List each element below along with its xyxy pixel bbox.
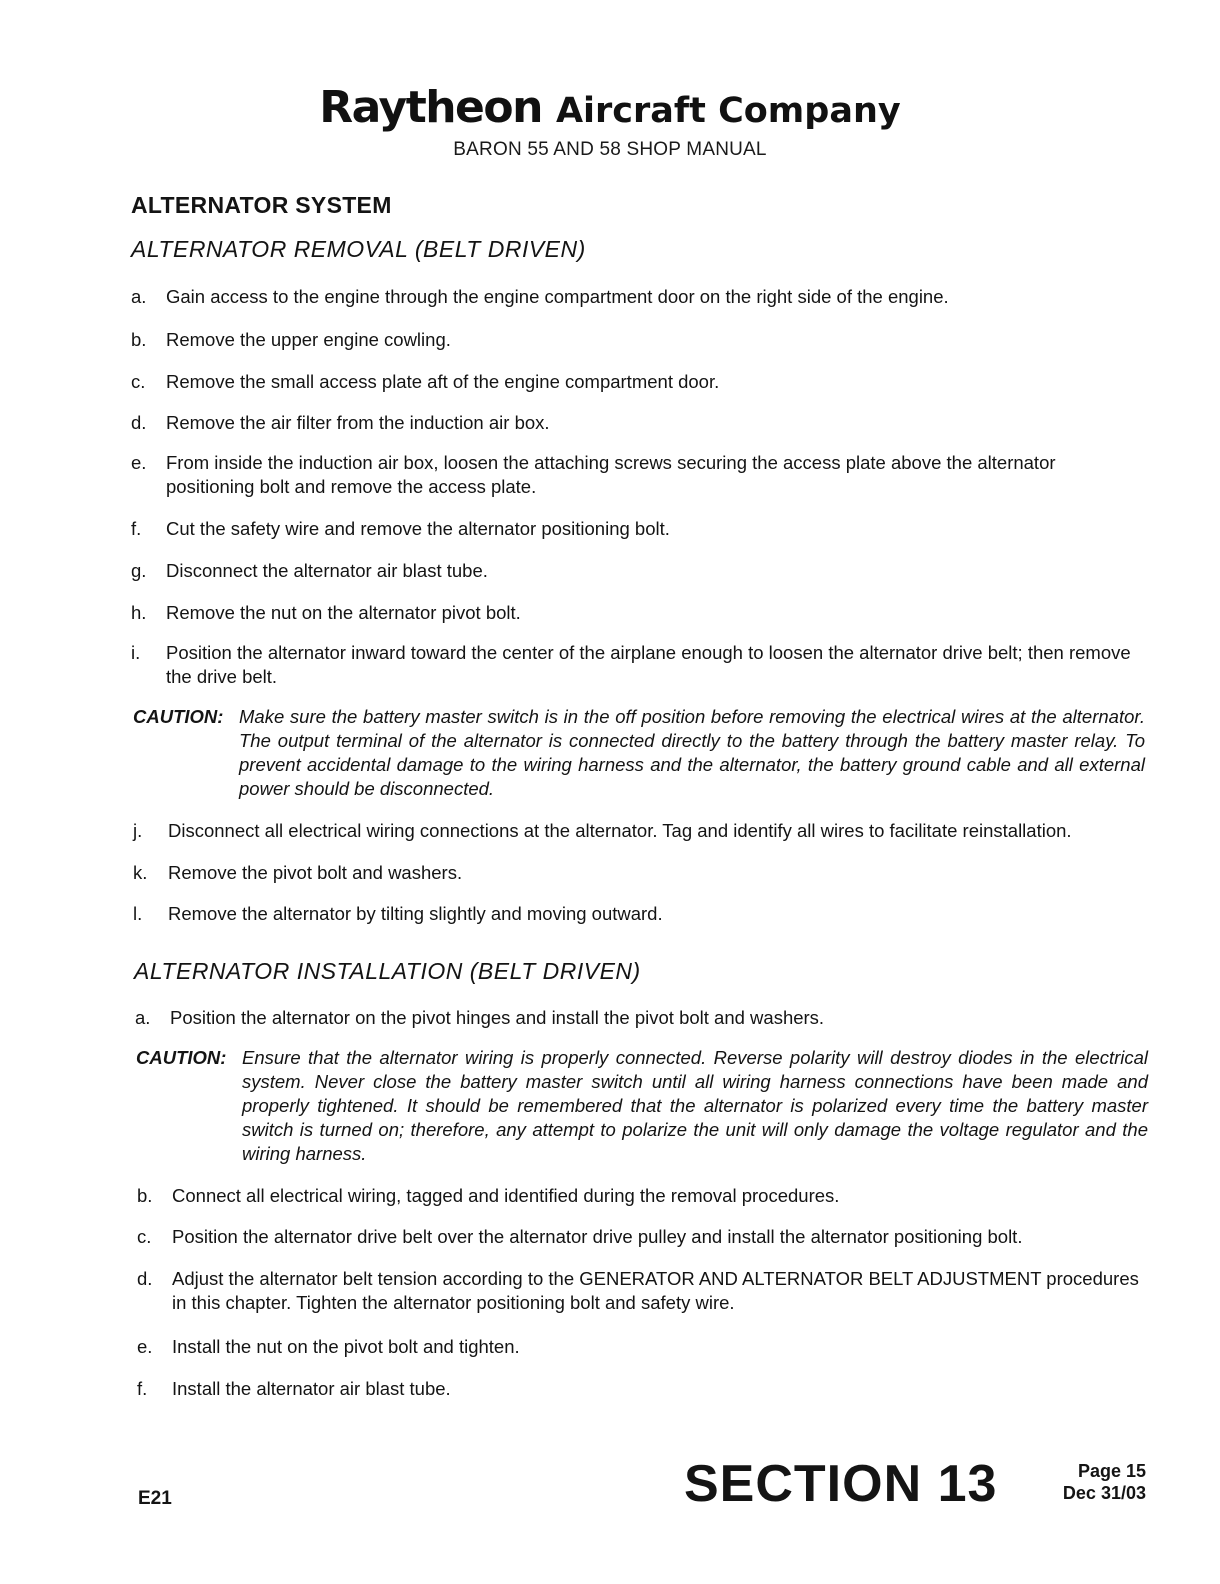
step-text: Position the alternator on the pivot hinges and install the pivot bolt and washers.: [170, 1007, 825, 1028]
installation-step-f: [137, 1377, 1147, 1401]
raytheon-logo: Raytheon: [319, 82, 542, 133]
step-letter: a.: [135, 1007, 151, 1028]
installation-step-d: [137, 1267, 1147, 1315]
removal-step-b: [131, 328, 1141, 352]
step-text: Remove the pivot bolt and washers.: [168, 862, 463, 883]
step-letter: d.: [131, 412, 147, 433]
brand-line: [0, 82, 1220, 133]
section-title: ALTERNATOR SYSTEM: [131, 192, 392, 218]
step-text: Gain access to the engine through the engine compartment door on the right side of the engine.: [166, 286, 949, 307]
step-letter: l.: [133, 903, 143, 924]
footer-page-number: Page 15: [1077, 1461, 1146, 1481]
step-letter: e.: [137, 1336, 153, 1357]
installation-title: ALTERNATOR INSTALLATION (BELT DRIVEN): [134, 958, 641, 984]
removal-step-i: [131, 641, 1141, 689]
manual-title: BARON 55 AND 58 SHOP MANUAL: [453, 139, 767, 160]
removal-step-l: [133, 902, 1143, 926]
step-text: Position the alternator inward toward the center of the airplane enough to loosen the alternator drive belt; then remove the drive belt.: [166, 642, 1131, 687]
caution-text: Ensure that the alternator wiring is properly connected. Reverse polarity will destroy diodes in the electrical system. Never close the battery master switch until all wiring harness connections have been made and properly tightened. It should be remembered that the alternator is polarized every time the battery master switch is turned on; therefore, any attempt to polarize the unit will only damage the voltage regulator and the wiring harness.: [242, 1047, 1148, 1164]
step-letter: b.: [137, 1185, 153, 1206]
removal-step-f: [131, 517, 1141, 541]
step-letter: c.: [137, 1226, 152, 1247]
step-letter: i.: [131, 642, 141, 663]
caution-label: CAUTION:: [136, 1047, 227, 1068]
step-letter: k.: [133, 862, 148, 883]
step-text: Remove the nut on the alternator pivot bolt.: [166, 602, 521, 623]
step-letter: f.: [137, 1378, 148, 1399]
removal-step-k: [133, 861, 1143, 885]
removal-title: ALTERNATOR REMOVAL (BELT DRIVEN): [131, 236, 586, 262]
step-letter: b.: [131, 329, 147, 350]
footer-section-number: SECTION 13: [684, 1455, 998, 1513]
footer-date: Dec 31/03: [1062, 1483, 1146, 1503]
step-text: Position the alternator drive belt over the alternator drive pulley and install the alternator positioning bolt.: [172, 1226, 1023, 1247]
step-text: From inside the induction air box, loosen the attaching screws securing the access plate above the alternator positioning bolt and remove the access plate.: [166, 452, 1056, 497]
step-text: Remove the alternator by tilting slightly and moving outward.: [168, 903, 663, 924]
step-letter: e.: [131, 452, 147, 473]
installation-caution: [136, 1046, 1148, 1166]
removal-step-e: [131, 451, 1141, 499]
step-text: Remove the air filter from the induction air box.: [166, 412, 550, 433]
removal-step-h: [131, 601, 1141, 625]
step-letter: c.: [131, 371, 146, 392]
removal-step-a: [131, 285, 1141, 309]
caution-label: CAUTION:: [133, 706, 224, 727]
step-letter: j.: [133, 820, 143, 841]
step-text: Disconnect the alternator air blast tube.: [166, 560, 488, 581]
removal-caution: [133, 705, 1145, 801]
step-text: Remove the small access plate aft of the engine compartment door.: [166, 371, 720, 392]
installation-step-e: [137, 1335, 1147, 1359]
removal-step-c: [131, 370, 1141, 394]
step-text: Cut the safety wire and remove the alternator positioning bolt.: [166, 518, 670, 539]
step-letter: g.: [131, 560, 147, 581]
installation-step-c: [137, 1225, 1147, 1249]
caution-text: Make sure the battery master switch is in the off position before removing the electrical wires at the alternator. The output terminal of the alternator is connected directly to the battery through the battery master relay. To prevent accidental damage to the wiring harness and the alternator, the battery ground cable and all external power should be disconnected.: [239, 706, 1145, 799]
step-text: Remove the upper engine cowling.: [166, 329, 451, 350]
removal-step-j: [133, 819, 1143, 843]
removal-step-g: [131, 559, 1141, 583]
step-letter: a.: [131, 286, 147, 307]
step-text: Install the alternator air blast tube.: [172, 1378, 451, 1399]
step-text: Connect all electrical wiring, tagged and identified during the removal procedures.: [172, 1185, 840, 1206]
page-header: [0, 82, 1220, 161]
footer-page-info: [1040, 1460, 1146, 1504]
company-name: Aircraft Company: [555, 91, 901, 131]
step-letter: d.: [137, 1268, 153, 1289]
removal-step-d: [131, 411, 1141, 435]
step-text: Install the nut on the pivot bolt and tighten.: [172, 1336, 520, 1357]
footer-document-id: E21: [138, 1488, 172, 1509]
step-letter: f.: [131, 518, 142, 539]
step-text: Adjust the alternator belt tension according to the GENERATOR AND ALTERNATOR BELT ADJUSTMENT procedures in this chapter. Tighten the alternator positioning bolt and safety wire.: [172, 1268, 1139, 1313]
installation-step-b: [137, 1184, 1147, 1208]
step-letter: h.: [131, 602, 147, 623]
step-text: Disconnect all electrical wiring connections at the alternator. Tag and identify all wires to facilitate reinstallation.: [168, 820, 1072, 841]
installation-step-a: [135, 1006, 1145, 1030]
